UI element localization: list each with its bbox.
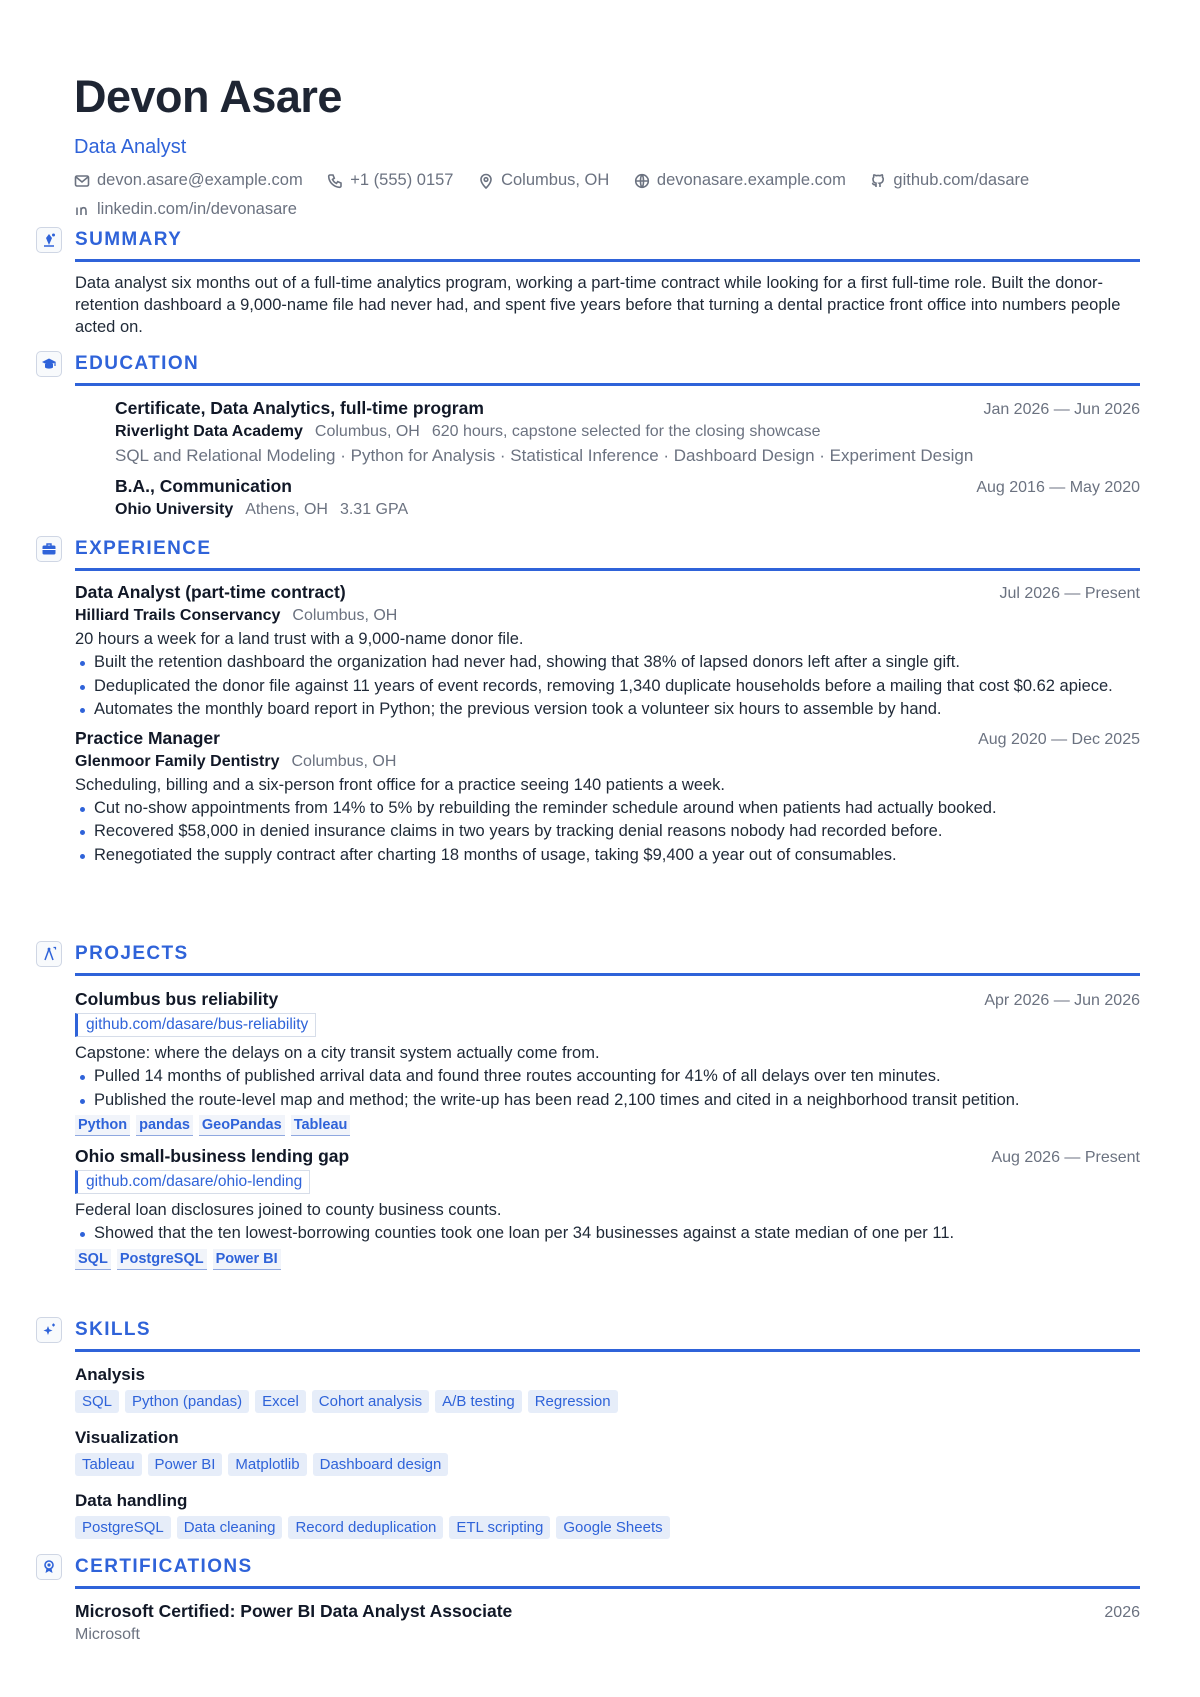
tech-tag: Power BI: [213, 1249, 281, 1270]
certifications-section: [36, 1553, 1140, 1645]
skill-chip: Regression: [528, 1390, 618, 1413]
github-icon: [870, 173, 886, 189]
tech-tag: PostgreSQL: [117, 1249, 207, 1270]
skill-chip: Tableau: [75, 1453, 142, 1476]
skill-chip: Cohort analysis: [312, 1390, 429, 1413]
education-note: 620 hours, capstone selected for the closing showcase: [431, 423, 821, 440]
tech-tag: Tableau: [291, 1115, 351, 1136]
project-entry: [75, 1145, 1140, 1270]
education-title: EDUCATION: [75, 353, 200, 374]
job-entry: [75, 581, 1140, 721]
contact-phone[interactable]: [327, 168, 453, 193]
education-body: [115, 397, 1140, 520]
skill-chip: Record deduplication: [288, 1516, 443, 1539]
contact-email[interactable]: [74, 168, 303, 193]
skill-group-label: Data handling: [75, 1491, 188, 1510]
skill-chip: Excel: [255, 1390, 306, 1413]
job-bullets: [75, 798, 1140, 867]
contact-phone-text: +1 (555) 0157: [350, 171, 454, 189]
bullet-item: Pulled 14 months of published arrival data and found three routes accounting for 41% of all delays over ten minutes.: [75, 1066, 1140, 1088]
job-meta: [75, 751, 1140, 772]
degree-title: B.A., Communication: [115, 476, 292, 496]
briefcase-icon: [36, 536, 62, 562]
skill-chip: Data cleaning: [177, 1516, 283, 1539]
summary-heading: [36, 226, 1140, 260]
education-entry: [115, 397, 1140, 468]
skill-chip: Matplotlib: [228, 1453, 306, 1476]
tech-tag: pandas: [136, 1115, 193, 1136]
skill-chip: Python (pandas): [125, 1390, 249, 1413]
job-bullets: [75, 652, 1140, 721]
tech-tag: Python: [75, 1115, 130, 1136]
skills-title: SKILLS: [75, 1319, 151, 1340]
school-location: Athens, OH: [245, 501, 328, 518]
certifications-heading: [36, 1553, 1140, 1587]
skill-group: [75, 1427, 1140, 1476]
certification-entry: [75, 1600, 1140, 1645]
bullet-item: Renegotiated the supply contract after charting 18 months of usage, taking $9,400 a year out of consumables.: [75, 845, 1140, 867]
skill-chip: Power BI: [148, 1453, 223, 1476]
education-entry: [115, 475, 1140, 520]
section-divider: [75, 259, 1140, 262]
job-entry: [75, 727, 1140, 867]
globe-icon: [634, 173, 650, 189]
summary-section: [36, 226, 1140, 338]
project-tags: [75, 1115, 1140, 1136]
degree-title: Certificate, Data Analytics, full-time program: [115, 398, 484, 418]
summary-body: [75, 272, 1140, 338]
project-dates: Apr 2026 — Jun 2026: [984, 992, 1140, 1009]
employer-location: Columbus, OH: [292, 607, 398, 624]
experience-title: EXPERIENCE: [75, 538, 212, 559]
job-title: Data Analyst (part-time contract): [75, 582, 346, 602]
skill-chips: [75, 1453, 1140, 1476]
linkedin-icon: [74, 201, 90, 217]
project-link[interactable]: github.com/dasare/ohio-lending: [75, 1170, 310, 1194]
certification-year: 2026: [1104, 1604, 1140, 1621]
job-dates: Aug 2020 — Dec 2025: [978, 730, 1140, 748]
contact-github-text: github.com/dasare: [893, 171, 1030, 189]
sparkle-icon: [36, 1317, 62, 1343]
projects-heading: [36, 940, 1140, 974]
skills-body: [75, 1364, 1140, 1539]
pen-nib-icon: [36, 227, 62, 253]
skill-group: [75, 1364, 1140, 1413]
certification-name: Microsoft Certified: Power BI Data Analyst Associate: [75, 1601, 513, 1621]
contact-website[interactable]: [634, 168, 846, 193]
experience-heading: [36, 535, 1140, 569]
skill-group-label: Visualization: [75, 1428, 179, 1447]
compass-icon: [36, 941, 62, 967]
project-bullets: [75, 1223, 1140, 1245]
projects-body: [75, 988, 1140, 1270]
skill-chip: ETL scripting: [449, 1516, 550, 1539]
contact-location: [478, 168, 609, 193]
education-dates: Aug 2016 — May 2020: [976, 479, 1140, 496]
projects-section: [36, 940, 1140, 1270]
skill-chip: A/B testing: [435, 1390, 522, 1413]
certifications-body: [75, 1600, 1140, 1645]
resume-header: [74, 68, 1134, 225]
section-divider: [75, 1349, 1140, 1352]
mail-icon: [74, 173, 90, 189]
employer-location: Columbus, OH: [291, 752, 397, 770]
job-title: Practice Manager: [75, 727, 220, 748]
skills-heading: [36, 1316, 1140, 1350]
contact-list: [74, 168, 1134, 225]
contact-github[interactable]: [870, 168, 1029, 193]
education-meta: [115, 499, 1140, 520]
graduation-cap-icon: [36, 351, 62, 377]
section-divider: [75, 1586, 1140, 1589]
contact-linkedin[interactable]: [74, 197, 297, 222]
bullet-item: Published the route-level map and method; the write-up has been read 2,100 times and cited in a neighborhood transit petition.: [75, 1090, 1140, 1112]
education-heading: [36, 350, 1140, 384]
tech-tag: GeoPandas: [199, 1115, 285, 1136]
bullet-item: Recovered $58,000 in denied insurance claims in two years by tracking denial reasons nobody had recorded before.: [75, 821, 1140, 843]
certification-issuer: Microsoft: [75, 1626, 140, 1643]
education-meta: [115, 421, 1140, 442]
section-divider: [75, 568, 1140, 571]
bullet-item: Built the retention dashboard the organization had never had, showing that 38% of lapsed donors left after a single gift.: [75, 652, 1140, 674]
bullet-item: Automates the monthly board report in Python; the previous version took a volunteer six hours to assemble by hand.: [75, 699, 1140, 721]
skill-chip: Google Sheets: [556, 1516, 669, 1539]
contact-email-text: devon.asare@example.com: [97, 171, 303, 189]
job-summary: Scheduling, billing and a six-person front office for a practice seeing 140 patients a week.: [75, 775, 726, 794]
education-note: 3.31 GPA: [339, 501, 409, 518]
education-dates: Jan 2026 — Jun 2026: [983, 401, 1140, 418]
contact-location-text: Columbus, OH: [501, 171, 610, 189]
skill-group-label: Analysis: [75, 1365, 145, 1384]
skills-section: [36, 1316, 1140, 1553]
skill-group: [75, 1490, 1140, 1539]
summary-text: Data analyst six months out of a full-time analytics program, working a part-time contract while looking for a first full-time role. Built the donor-retention dashboard a 9,000-name file had never had, and spent five years before that turning a dental practice front office into numbers people acted on.: [75, 274, 1121, 336]
project-name: Ohio small-business lending gap: [75, 1146, 350, 1166]
skill-chips: [75, 1516, 1140, 1539]
experience-section: [36, 535, 1140, 868]
skill-chips: [75, 1390, 1140, 1413]
tech-tag: SQL: [75, 1249, 111, 1270]
job-meta: [75, 605, 1140, 626]
project-summary: Federal loan disclosures joined to county business counts.: [75, 1201, 502, 1219]
coursework: SQL and Relational Modeling · Python for Analysis · Statistical Inference · Dashboard Design · Experiment Design: [115, 446, 974, 465]
skill-chip: Dashboard design: [313, 1453, 449, 1476]
bullet-item: Deduplicated the donor file against 11 years of event records, removing 1,340 duplicate households before a mailing that cost $0.62 apiece.: [75, 676, 1140, 698]
summary-title: SUMMARY: [75, 229, 183, 250]
section-divider: [75, 973, 1140, 976]
candidate-name: Devon Asare: [74, 71, 342, 122]
bullet-item: Cut no-show appointments from 14% to 5% by rebuilding the reminder schedule around when patients had actually booked.: [75, 798, 1140, 820]
project-tags: [75, 1249, 1140, 1270]
projects-title: PROJECTS: [75, 943, 189, 964]
skill-chip: SQL: [75, 1390, 119, 1413]
school-name: Ohio University: [115, 501, 234, 518]
school-name: Riverlight Data Academy: [115, 423, 303, 440]
project-name: Columbus bus reliability: [75, 989, 279, 1009]
project-entry: [75, 988, 1140, 1136]
job-dates: Jul 2026 — Present: [999, 585, 1140, 602]
experience-body: [75, 581, 1140, 866]
candidate-role: Data Analyst: [74, 136, 187, 158]
employer-name: Glenmoor Family Dentistry: [75, 752, 280, 770]
project-bullets: [75, 1066, 1140, 1111]
section-divider: [75, 383, 1140, 386]
school-location: Columbus, OH: [314, 423, 420, 440]
skill-chip: PostgreSQL: [75, 1516, 171, 1539]
project-summary: Capstone: where the delays on a city transit system actually come from.: [75, 1044, 600, 1062]
job-summary: 20 hours a week for a land trust with a 9,000-name donor file.: [75, 630, 524, 648]
contact-linkedin-text: linkedin.com/in/devonasare: [97, 199, 297, 218]
project-dates: Aug 2026 — Present: [991, 1149, 1140, 1166]
phone-icon: [327, 173, 343, 189]
contact-website-text: devonasare.example.com: [656, 171, 846, 189]
location-pin-icon: [478, 173, 494, 189]
certifications-title: CERTIFICATIONS: [75, 1556, 253, 1577]
education-section: [36, 350, 1140, 520]
project-link[interactable]: github.com/dasare/bus-reliability: [75, 1013, 316, 1037]
award-ribbon-icon: [36, 1554, 62, 1580]
bullet-item: Showed that the ten lowest-borrowing counties took one loan per 34 businesses against a state median of one per 11.: [75, 1223, 1140, 1245]
employer-name: Hilliard Trails Conservancy: [75, 607, 281, 624]
